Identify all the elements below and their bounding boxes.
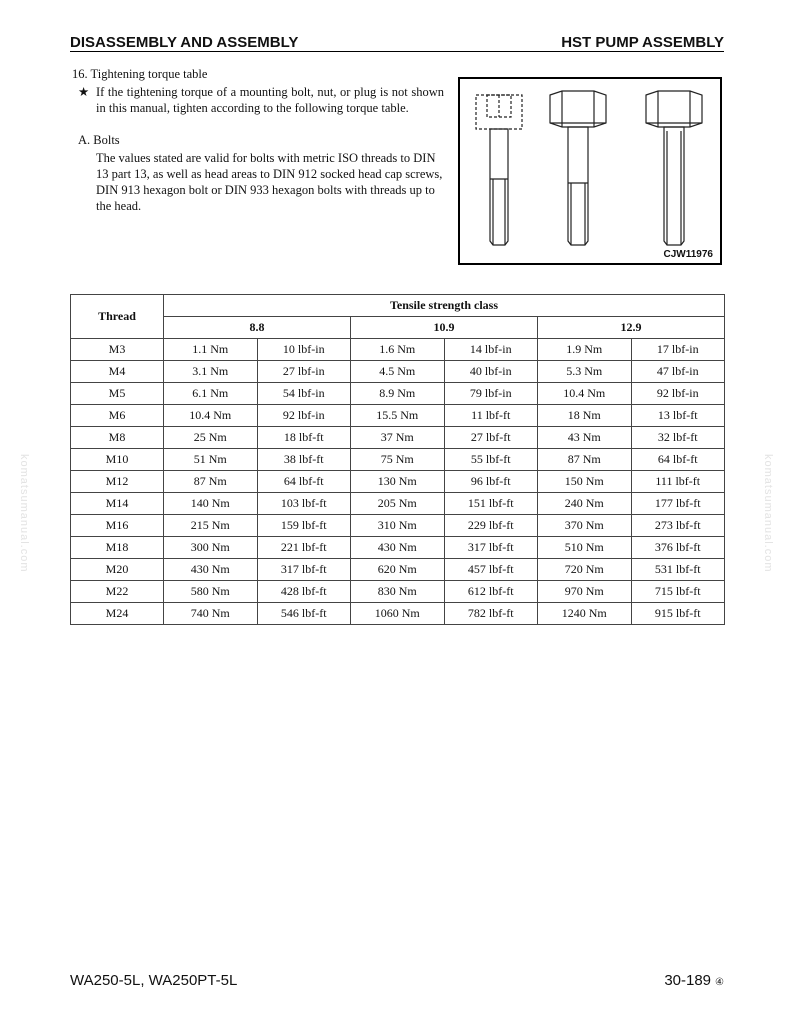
header-section: HST PUMP ASSEMBLY bbox=[561, 34, 724, 51]
thread-size-cell: M3 bbox=[71, 339, 164, 361]
thread-size-cell: M16 bbox=[71, 515, 164, 537]
table-row bbox=[71, 581, 725, 603]
torque-value-cell: 970 Nm bbox=[538, 581, 632, 603]
torque-value-cell: 221 lbf-ft bbox=[257, 537, 351, 559]
torque-value-cell: 103 lbf-ft bbox=[257, 493, 351, 515]
table-row bbox=[71, 493, 725, 515]
torque-value-cell: 215 Nm bbox=[164, 515, 258, 537]
page-number: 30-189 bbox=[664, 972, 712, 989]
torque-value-cell: 18 lbf-ft bbox=[257, 427, 351, 449]
thread-size-cell: M12 bbox=[71, 471, 164, 493]
torque-value-cell: 1.1 Nm bbox=[164, 339, 258, 361]
watermark-left: komatsumanual.com bbox=[18, 454, 30, 573]
thread-size-cell: M24 bbox=[71, 603, 164, 625]
thread-size-cell: M18 bbox=[71, 537, 164, 559]
thread-size-cell: M14 bbox=[71, 493, 164, 515]
torque-table bbox=[70, 294, 725, 625]
thread-header: Thread bbox=[71, 295, 164, 339]
hex-bolt-icon bbox=[550, 91, 606, 245]
thread-size-cell: M22 bbox=[71, 581, 164, 603]
torque-value-cell: 612 lbf-ft bbox=[444, 581, 538, 603]
bolt-figure bbox=[458, 77, 722, 265]
torque-value-cell: 13 lbf-ft bbox=[631, 405, 725, 427]
thread-size-cell: M8 bbox=[71, 427, 164, 449]
torque-table-body bbox=[71, 339, 725, 625]
torque-value-cell: 18 Nm bbox=[538, 405, 632, 427]
torque-value-cell: 531 lbf-ft bbox=[631, 559, 725, 581]
torque-value-cell: 715 lbf-ft bbox=[631, 581, 725, 603]
table-row bbox=[71, 559, 725, 581]
torque-value-cell: 87 Nm bbox=[538, 449, 632, 471]
class-header: 12.9 bbox=[538, 317, 725, 339]
section-body bbox=[72, 66, 444, 214]
table-row bbox=[71, 405, 725, 427]
revision-mark: ④ bbox=[715, 977, 724, 988]
torque-value-cell: 5.3 Nm bbox=[538, 361, 632, 383]
torque-value-cell: 55 lbf-ft bbox=[444, 449, 538, 471]
torque-value-cell: 79 lbf-in bbox=[444, 383, 538, 405]
torque-value-cell: 37 Nm bbox=[351, 427, 445, 449]
torque-value-cell: 15.5 Nm bbox=[351, 405, 445, 427]
full-thread-bolt-icon bbox=[646, 91, 702, 245]
torque-value-cell: 10 lbf-in bbox=[257, 339, 351, 361]
torque-value-cell: 720 Nm bbox=[538, 559, 632, 581]
torque-value-cell: 370 Nm bbox=[538, 515, 632, 537]
torque-value-cell: 38 lbf-ft bbox=[257, 449, 351, 471]
torque-value-cell: 25 Nm bbox=[164, 427, 258, 449]
subsection-text: The values stated are valid for bolts with metric ISO threads to DIN 13 part 13, as well as head areas to DIN 912 socked head cap screws, DIN 913 hexagon bolt or DIN 933 hexagon bolts with threads up to the head. bbox=[96, 151, 443, 213]
footer-page bbox=[664, 972, 724, 989]
torque-value-cell: 229 lbf-ft bbox=[444, 515, 538, 537]
page-footer bbox=[70, 972, 724, 994]
torque-value-cell: 10.4 Nm bbox=[538, 383, 632, 405]
torque-value-cell: 40 lbf-in bbox=[444, 361, 538, 383]
header-rule bbox=[70, 51, 724, 52]
table-row bbox=[71, 361, 725, 383]
torque-value-cell: 317 lbf-ft bbox=[444, 537, 538, 559]
torque-value-cell: 27 lbf-in bbox=[257, 361, 351, 383]
torque-value-cell: 915 lbf-ft bbox=[631, 603, 725, 625]
torque-value-cell: 205 Nm bbox=[351, 493, 445, 515]
torque-value-cell: 14 lbf-in bbox=[444, 339, 538, 361]
torque-value-cell: 92 lbf-in bbox=[257, 405, 351, 427]
torque-value-cell: 1.9 Nm bbox=[538, 339, 632, 361]
star-icon: ★ bbox=[78, 85, 90, 99]
page-header bbox=[70, 32, 724, 52]
torque-value-cell: 6.1 Nm bbox=[164, 383, 258, 405]
torque-value-cell: 428 lbf-ft bbox=[257, 581, 351, 603]
tensile-header: Tensile strength class bbox=[164, 295, 725, 317]
watermark-right: komatsumanual.com bbox=[762, 454, 774, 573]
torque-value-cell: 546 lbf-ft bbox=[257, 603, 351, 625]
table-row bbox=[71, 537, 725, 559]
torque-value-cell: 27 lbf-ft bbox=[444, 427, 538, 449]
torque-value-cell: 150 Nm bbox=[538, 471, 632, 493]
torque-value-cell: 177 lbf-ft bbox=[631, 493, 725, 515]
torque-value-cell: 1.6 Nm bbox=[351, 339, 445, 361]
torque-value-cell: 75 Nm bbox=[351, 449, 445, 471]
torque-value-cell: 92 lbf-in bbox=[631, 383, 725, 405]
table-row bbox=[71, 427, 725, 449]
torque-value-cell: 17 lbf-in bbox=[631, 339, 725, 361]
torque-value-cell: 11 lbf-ft bbox=[444, 405, 538, 427]
thread-size-cell: M4 bbox=[71, 361, 164, 383]
torque-value-cell: 8.9 Nm bbox=[351, 383, 445, 405]
figure-id: CJW11976 bbox=[663, 249, 713, 260]
section-title: 16. Tightening torque table bbox=[72, 67, 208, 81]
torque-value-cell: 782 lbf-ft bbox=[444, 603, 538, 625]
table-row bbox=[71, 449, 725, 471]
torque-value-cell: 580 Nm bbox=[164, 581, 258, 603]
torque-value-cell: 111 lbf-ft bbox=[631, 471, 725, 493]
torque-value-cell: 273 lbf-ft bbox=[631, 515, 725, 537]
torque-value-cell: 510 Nm bbox=[538, 537, 632, 559]
torque-value-cell: 54 lbf-in bbox=[257, 383, 351, 405]
table-row bbox=[71, 603, 725, 625]
thread-size-cell: M10 bbox=[71, 449, 164, 471]
torque-note bbox=[72, 84, 444, 116]
thread-size-cell: M20 bbox=[71, 559, 164, 581]
torque-value-cell: 1060 Nm bbox=[351, 603, 445, 625]
table-row bbox=[71, 515, 725, 537]
thread-size-cell: M6 bbox=[71, 405, 164, 427]
torque-value-cell: 130 Nm bbox=[351, 471, 445, 493]
socket-head-screw-icon bbox=[476, 95, 522, 245]
torque-value-cell: 430 Nm bbox=[164, 559, 258, 581]
class-header: 10.9 bbox=[351, 317, 538, 339]
torque-value-cell: 317 lbf-ft bbox=[257, 559, 351, 581]
note-text: If the tightening torque of a mounting bolt, nut, or plug is not shown in this manual, tighten according to the following torque table. bbox=[96, 85, 444, 115]
table-row bbox=[71, 339, 725, 361]
torque-value-cell: 430 Nm bbox=[351, 537, 445, 559]
torque-value-cell: 457 lbf-ft bbox=[444, 559, 538, 581]
torque-value-cell: 1240 Nm bbox=[538, 603, 632, 625]
torque-value-cell: 376 lbf-ft bbox=[631, 537, 725, 559]
subsection-title: A. Bolts bbox=[78, 133, 120, 147]
torque-value-cell: 240 Nm bbox=[538, 493, 632, 515]
torque-value-cell: 310 Nm bbox=[351, 515, 445, 537]
torque-value-cell: 151 lbf-ft bbox=[444, 493, 538, 515]
bolt-types-icon bbox=[460, 79, 720, 263]
torque-value-cell: 47 lbf-in bbox=[631, 361, 725, 383]
torque-value-cell: 140 Nm bbox=[164, 493, 258, 515]
torque-value-cell: 620 Nm bbox=[351, 559, 445, 581]
table-row bbox=[71, 383, 725, 405]
header-chapter: DISASSEMBLY AND ASSEMBLY bbox=[70, 34, 299, 51]
torque-value-cell: 159 lbf-ft bbox=[257, 515, 351, 537]
torque-value-cell: 740 Nm bbox=[164, 603, 258, 625]
torque-value-cell: 4.5 Nm bbox=[351, 361, 445, 383]
torque-value-cell: 43 Nm bbox=[538, 427, 632, 449]
class-header: 8.8 bbox=[164, 317, 351, 339]
torque-value-cell: 87 Nm bbox=[164, 471, 258, 493]
torque-value-cell: 64 lbf-ft bbox=[257, 471, 351, 493]
torque-value-cell: 32 lbf-ft bbox=[631, 427, 725, 449]
table-row bbox=[71, 471, 725, 493]
footer-model: WA250-5L, WA250PT-5L bbox=[70, 972, 238, 989]
torque-value-cell: 10.4 Nm bbox=[164, 405, 258, 427]
torque-value-cell: 64 lbf-ft bbox=[631, 449, 725, 471]
thread-size-cell: M5 bbox=[71, 383, 164, 405]
torque-value-cell: 51 Nm bbox=[164, 449, 258, 471]
torque-value-cell: 830 Nm bbox=[351, 581, 445, 603]
torque-value-cell: 300 Nm bbox=[164, 537, 258, 559]
torque-value-cell: 3.1 Nm bbox=[164, 361, 258, 383]
torque-value-cell: 96 lbf-ft bbox=[444, 471, 538, 493]
